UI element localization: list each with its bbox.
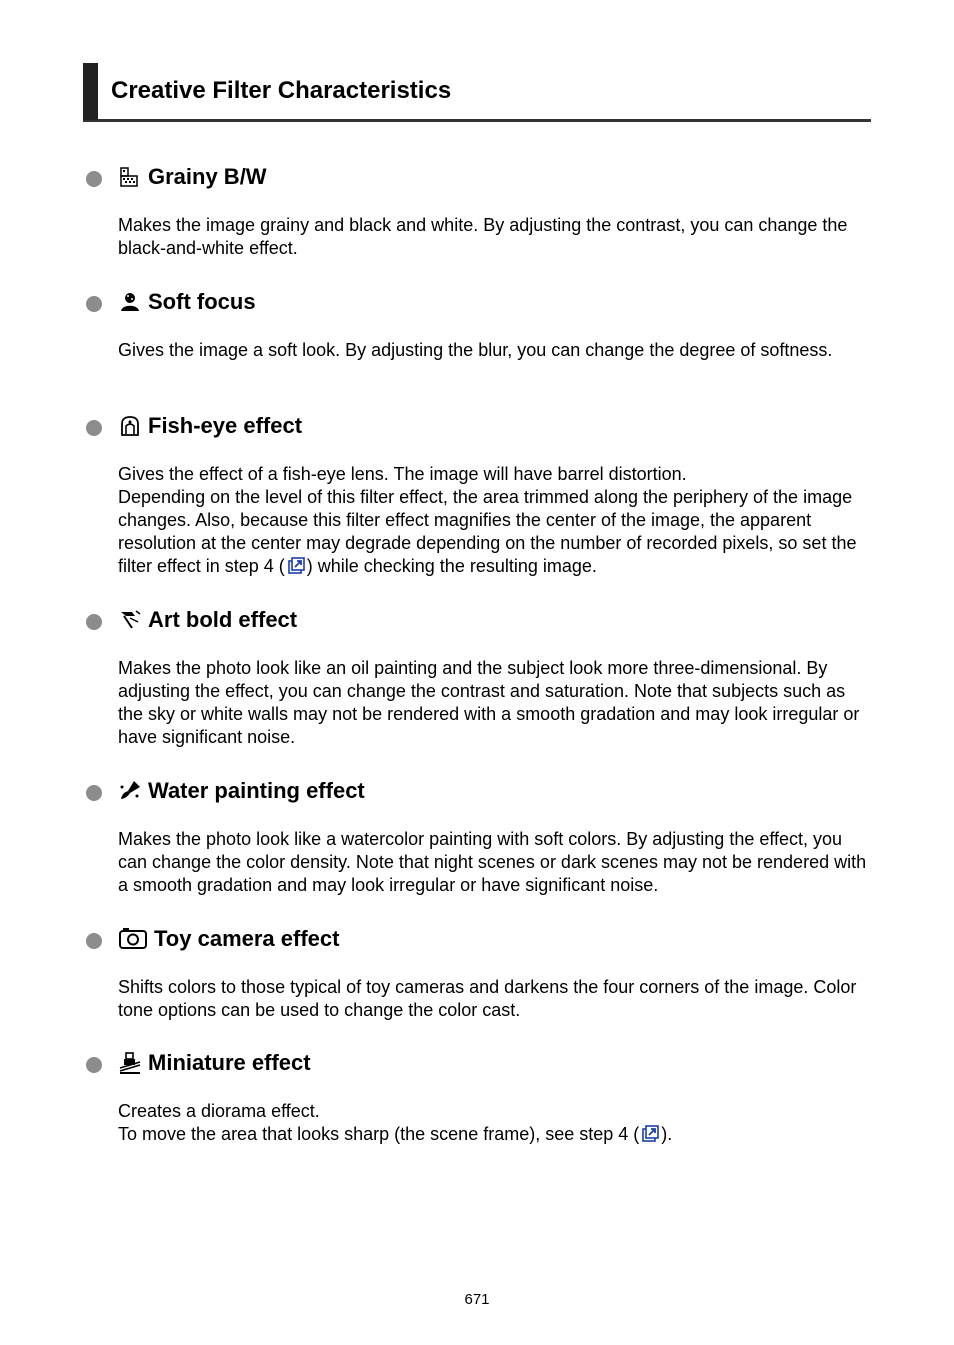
section-heading: Toy camera effect: [118, 926, 339, 952]
page-title: Creative Filter Characteristics: [111, 77, 452, 104]
grainy-bw-icon: [118, 165, 142, 189]
section-body: Creates a diorama effect. To move the area that looks sharp (the scene frame), see step 4 ( ).: [118, 1101, 673, 1144]
bullet: [86, 420, 102, 436]
cross-reference-link-icon[interactable]: [286, 556, 306, 576]
cross-reference-link-icon[interactable]: [640, 1124, 660, 1144]
art-bold-icon: [118, 608, 142, 632]
page-number: 671: [464, 1291, 490, 1308]
section-body: Shifts colors to those typical of toy cameras and darkens the four corners of the image. Color tone options can be used to change the color cast.: [118, 977, 857, 1020]
bullet: [86, 171, 102, 187]
section-body: Makes the photo look like a watercolor painting with soft colors. By adjusting the effect, you can change the color density. Note that night scenes or dark scenes may not be rendered with a smooth gradation and may look irregular or have significant noise.: [118, 829, 867, 895]
section-heading: Miniature effect: [118, 1050, 311, 1076]
section-heading: Fish-eye effect: [118, 413, 302, 439]
toy-camera-icon: [118, 927, 148, 951]
section-heading: Soft focus: [118, 289, 256, 315]
water-painting-icon: [118, 779, 142, 803]
section-body: Gives the effect of a fish-eye lens. The image will have barrel distortion. Depending on the level of this filter effect, the area trimmed along the periphery of the image changes. Also, because this filter effect magnifies the center of the image, the apparent resolution at the center may degrade depending on the number of recorded pixels, so set the filter effect in step 4 ( ) while checking the resulting image.: [118, 464, 857, 576]
soft-focus-icon: [118, 290, 142, 314]
section-body: Makes the photo look like an oil painting and the subject look more three-dimensional. By adjusting the effect, you can change the contrast and saturation. Note that subjects such as the sky or white walls may not be rendered with a smooth gradation and may look irregular or have significant noise.: [118, 658, 860, 747]
bullet: [86, 1057, 102, 1073]
page-header: [83, 63, 871, 122]
fish-eye-icon: [118, 414, 142, 438]
bullet: [86, 933, 102, 949]
bullet: [86, 614, 102, 630]
bullet: [86, 785, 102, 801]
bullet: [86, 296, 102, 312]
header-accent-bar: [83, 63, 98, 120]
section-body: Gives the image a soft look. By adjusting the blur, you can change the degree of softness.: [118, 340, 833, 360]
section-heading: Art bold effect: [118, 607, 297, 633]
miniature-icon: [118, 1051, 142, 1075]
section-body: Makes the image grainy and black and white. By adjusting the contrast, you can change the black-and-white effect.: [118, 215, 848, 258]
section-heading: Water painting effect: [118, 778, 365, 804]
section-heading: Grainy B/W: [118, 164, 267, 190]
